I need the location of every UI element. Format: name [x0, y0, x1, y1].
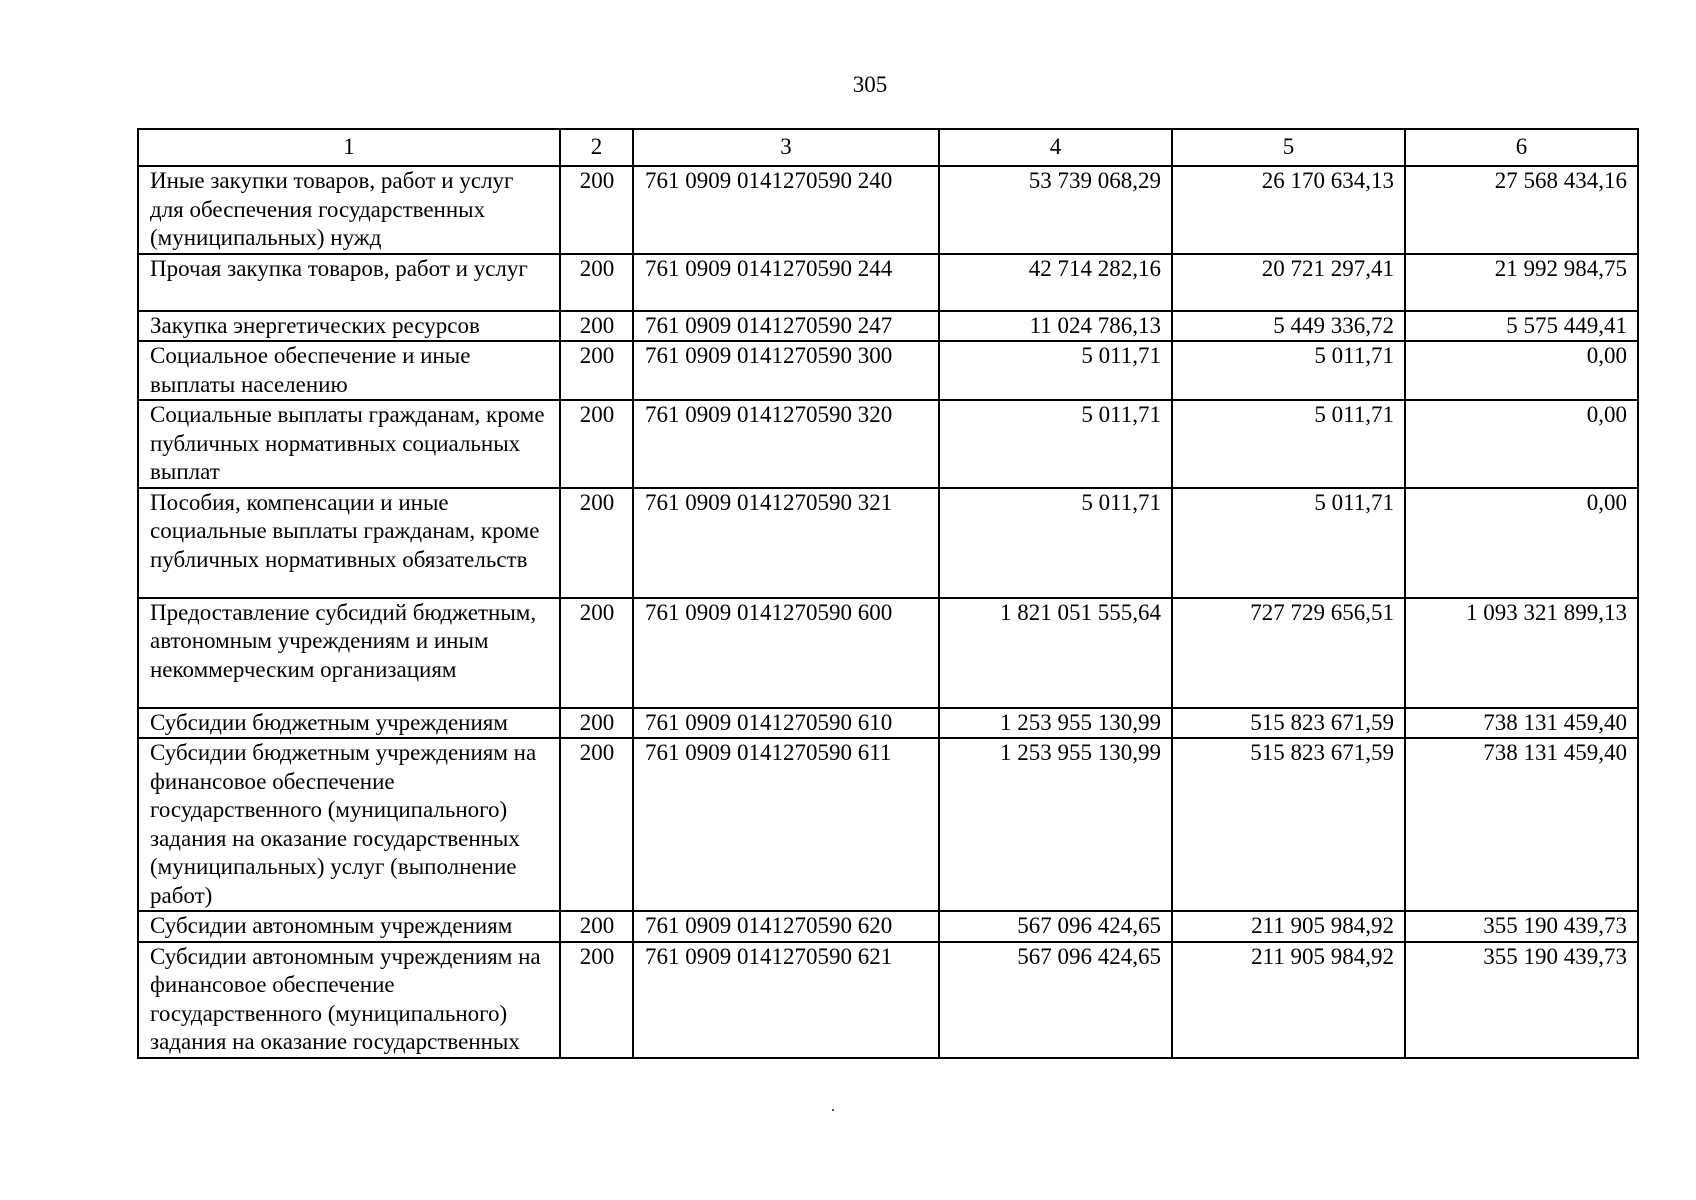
table-row [138, 598, 1638, 708]
scan-speck [832, 1109, 834, 1111]
row-value-col5: 5 011,71 [1172, 488, 1405, 598]
row-value-col4: 5 011,71 [939, 488, 1172, 598]
table-body [138, 166, 1638, 1058]
table-row [138, 341, 1638, 400]
row-value-col4: 5 011,71 [939, 341, 1172, 400]
row-value-col6: 0,00 [1405, 400, 1638, 488]
row-code: 200 [560, 166, 633, 254]
row-budget-code: 761 0909 0141270590 610 [633, 708, 939, 739]
row-value-col5: 5 449 336,72 [1172, 311, 1405, 342]
table-row [138, 911, 1638, 942]
row-budget-code: 761 0909 0141270590 321 [633, 488, 939, 598]
row-label: Закупка энергетических ресурсов [138, 311, 560, 342]
table-row [138, 400, 1638, 488]
row-code: 200 [560, 254, 633, 311]
row-budget-code: 761 0909 0141270590 621 [633, 942, 939, 1058]
row-value-col4: 5 011,71 [939, 400, 1172, 488]
row-value-col4: 567 096 424,65 [939, 942, 1172, 1058]
row-budget-code: 761 0909 0141270590 240 [633, 166, 939, 254]
row-value-col5: 515 823 671,59 [1172, 708, 1405, 739]
row-value-col4: 1 253 955 130,99 [939, 708, 1172, 739]
table-row [138, 166, 1638, 254]
row-value-col6: 1 093 321 899,13 [1405, 598, 1638, 708]
row-value-col4: 1 821 051 555,64 [939, 598, 1172, 708]
row-label: Пособия, компенсации и иные социальные выплаты гражданам, кроме публичных нормативных обязательств [138, 488, 560, 598]
row-value-col4: 567 096 424,65 [939, 911, 1172, 942]
column-header-3: 3 [633, 129, 939, 166]
table-row [138, 254, 1638, 311]
table-row [138, 942, 1638, 1058]
column-header-1: 1 [138, 129, 560, 166]
row-budget-code: 761 0909 0141270590 244 [633, 254, 939, 311]
row-value-col4: 53 739 068,29 [939, 166, 1172, 254]
row-value-col5: 211 905 984,92 [1172, 942, 1405, 1058]
row-value-col5: 211 905 984,92 [1172, 911, 1405, 942]
table-row [138, 488, 1638, 598]
column-header-5: 5 [1172, 129, 1405, 166]
row-label: Иные закупки товаров, работ и услуг для обеспечения государственных (муниципальных) нужд [138, 166, 560, 254]
row-label: Субсидии бюджетным учреждениям [138, 708, 560, 739]
row-budget-code: 761 0909 0141270590 247 [633, 311, 939, 342]
row-value-col5: 5 011,71 [1172, 400, 1405, 488]
row-value-col6: 0,00 [1405, 488, 1638, 598]
row-value-col5: 5 011,71 [1172, 341, 1405, 400]
table-header-row [138, 129, 1638, 166]
row-code: 200 [560, 400, 633, 488]
row-label: Предоставление субсидий бюджетным, автономным учреждениям и иным некоммерческим организациям [138, 598, 560, 708]
row-budget-code: 761 0909 0141270590 600 [633, 598, 939, 708]
row-code: 200 [560, 911, 633, 942]
row-value-col6: 21 992 984,75 [1405, 254, 1638, 311]
row-value-col6: 738 131 459,40 [1405, 738, 1638, 911]
table-row [138, 738, 1638, 911]
row-value-col6: 738 131 459,40 [1405, 708, 1638, 739]
row-code: 200 [560, 341, 633, 400]
row-code: 200 [560, 738, 633, 911]
column-header-4: 4 [939, 129, 1172, 166]
row-code: 200 [560, 598, 633, 708]
column-header-6: 6 [1405, 129, 1638, 166]
row-value-col4: 1 253 955 130,99 [939, 738, 1172, 911]
table-row [138, 708, 1638, 739]
column-header-2: 2 [560, 129, 633, 166]
row-value-col6: 27 568 434,16 [1405, 166, 1638, 254]
row-code: 200 [560, 488, 633, 598]
page-number: 305 [852, 72, 888, 97]
table-row [138, 311, 1638, 342]
budget-table [137, 128, 1639, 1059]
row-label: Прочая закупка товаров, работ и услуг [138, 254, 560, 311]
row-value-col4: 11 024 786,13 [939, 311, 1172, 342]
row-value-col6: 5 575 449,41 [1405, 311, 1638, 342]
row-value-col5: 26 170 634,13 [1172, 166, 1405, 254]
row-label: Социальные выплаты гражданам, кроме публичных нормативных социальных выплат [138, 400, 560, 488]
row-budget-code: 761 0909 0141270590 320 [633, 400, 939, 488]
row-code: 200 [560, 942, 633, 1058]
row-value-col6: 0,00 [1405, 341, 1638, 400]
row-budget-code: 761 0909 0141270590 620 [633, 911, 939, 942]
row-value-col5: 727 729 656,51 [1172, 598, 1405, 708]
row-code: 200 [560, 708, 633, 739]
row-value-col6: 355 190 439,73 [1405, 942, 1638, 1058]
row-value-col4: 42 714 282,16 [939, 254, 1172, 311]
row-value-col5: 20 721 297,41 [1172, 254, 1405, 311]
row-label: Социальное обеспечение и иные выплаты населению [138, 341, 560, 400]
row-code: 200 [560, 311, 633, 342]
row-value-col5: 515 823 671,59 [1172, 738, 1405, 911]
row-value-col6: 355 190 439,73 [1405, 911, 1638, 942]
row-label: Субсидии автономным учреждениям на финансовое обеспечение государственного (муниципального) задания на оказание государственных [138, 942, 560, 1058]
row-budget-code: 761 0909 0141270590 611 [633, 738, 939, 911]
row-label: Субсидии автономным учреждениям [138, 911, 560, 942]
row-budget-code: 761 0909 0141270590 300 [633, 341, 939, 400]
row-label: Субсидии бюджетным учреждениям на финансовое обеспечение государственного (муниципального) задания на оказание государственных (муниципальных) услуг (выполнение работ) [138, 738, 560, 911]
